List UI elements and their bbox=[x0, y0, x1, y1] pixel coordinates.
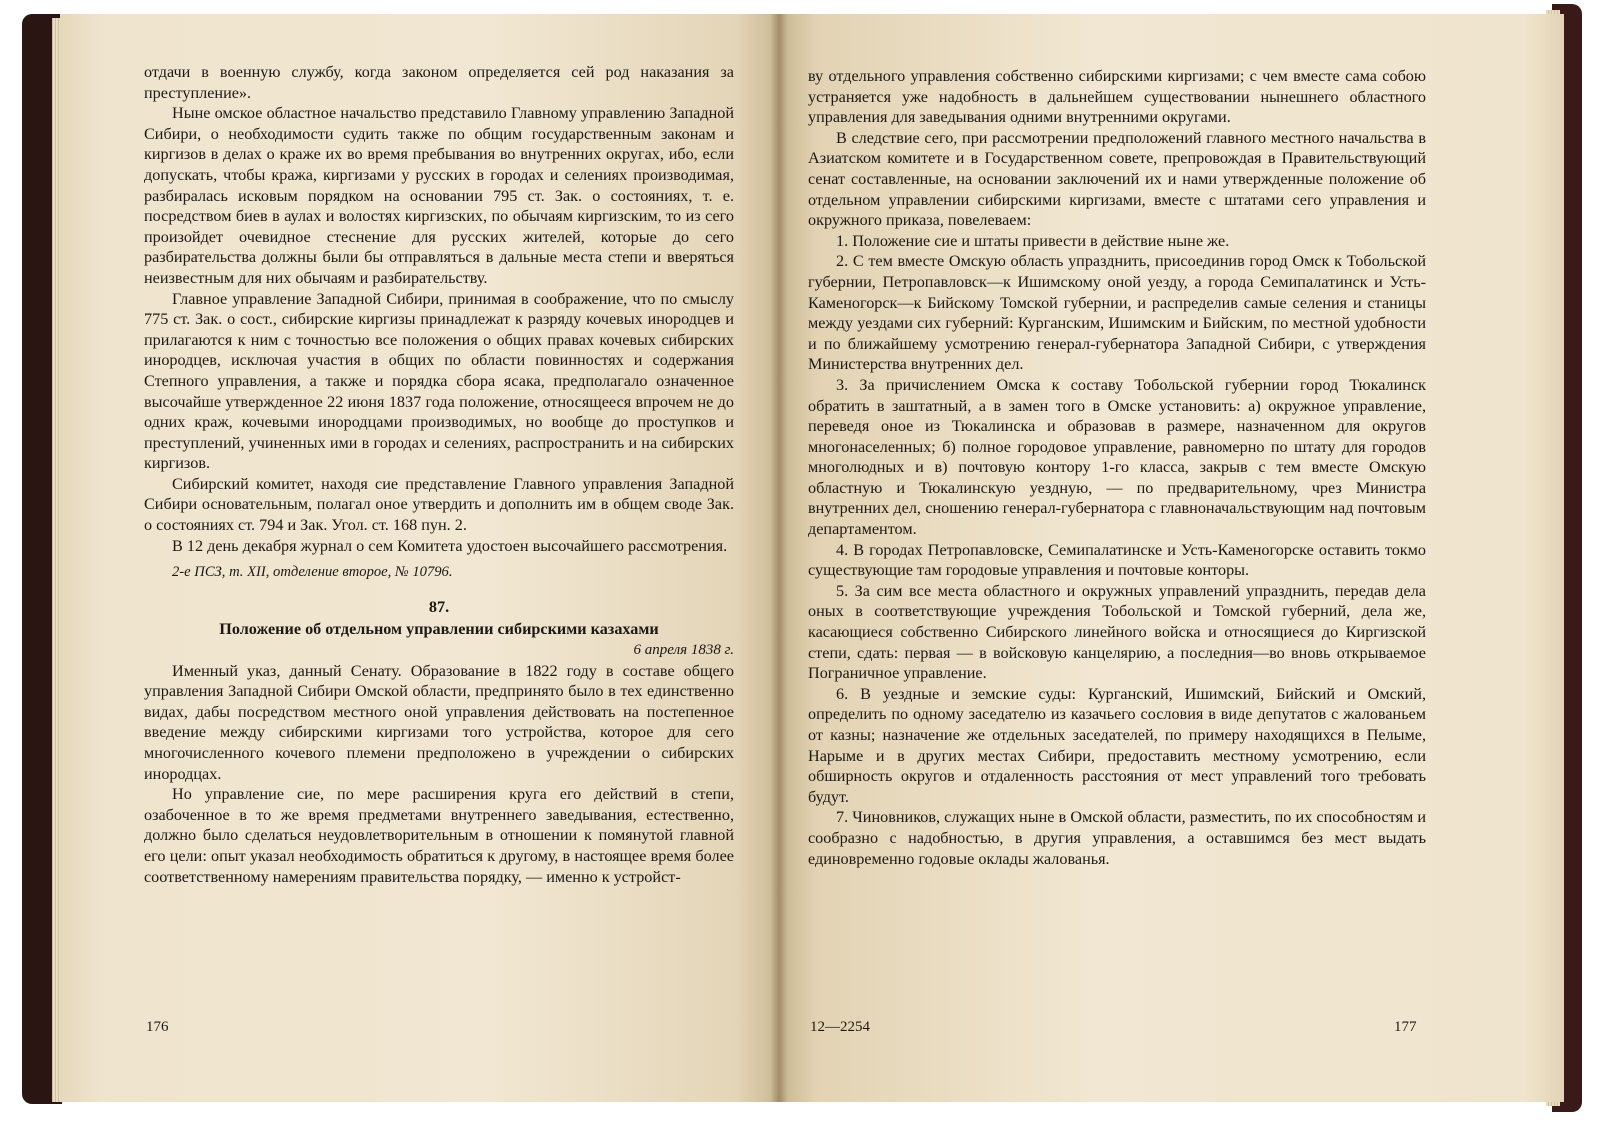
left-page bbox=[60, 14, 778, 1102]
paragraph: Сибирский комитет, находя сие представление Главного управления Западной Сибири основательным, полагал оное утвердить и дополнить им в общем своде Зак. о состояниях ст. 794 и Зак. Угол. ст. 168 пун. 2. bbox=[144, 474, 734, 535]
left-page-text bbox=[144, 62, 734, 887]
paragraph: 3. За причислением Омска к составу Тобольской губернии город Тюкалинск обратить в заштатный, а в замен того в Омске установить: а) окружное управление, переведя оное из Тюкалинска и образовав в размере, назначенном для округов многонаселенных; б) полное городовое управление, равномерно по штату для городов многолюдных и в) почтовую контору 1-го класса, закрыв с тем вместе Омскую областную и Тюкалинскую уездную, — по предварительному, чрез Министра внутренних дел, сношению генерал-губернатора с главноначальствующим над почтовым департаментом. bbox=[808, 375, 1426, 539]
paragraph: 5. За сим все места областного и окружных управлений упразднить, передав дела оных в соответствующие учреждения Тобольской и Томской губерний, дела же, касающиеся собственно Сибирского линейного войска и относящиеся до Киргизской степи, сдать: первая — в войсковую канцелярию, а последния—во вновь открываемое Пограничное управление. bbox=[808, 581, 1426, 683]
book-gutter bbox=[770, 14, 788, 1102]
paragraph: 2. С тем вместе Омскую область упразднить, присоединив город Омск к Тобольской губернии, Петропавловск—к Ишимскому оной уезду, а города Семипалатинск и Усть-Каменогорск—к Бийскому Томской губернии, и распределив самые селения и станицы между уездами сих губерний: Курганским, Ишимским и Бийским, по местной удобности и по ближайшему усмотрению генерал-губернатора Западной Сибири, с утверждения Министерства внутренних дел. bbox=[808, 252, 1426, 374]
paragraph: В следствие сего, при рассмотрении предположений главного местного начальства в Азиатском комитете и в Государственном совете, препровождая в Правительствующий сенат составленные, на основании заключений их и нами утвержденные положение об отдельном управлении сибирскими киргизами, вместе с штатами сего управления и окружного приказа, повелеваем: bbox=[808, 128, 1426, 230]
document-number: 87. bbox=[428, 597, 450, 616]
paragraph: 7. Чиновников, служащих ныне в Омской области, разместить, по их способностям и сообразно с надобностью, в другия управления, а оставшимся без мест выдать единовременно годовые оклады жалованья. bbox=[808, 808, 1426, 868]
paragraph: 4. В городах Петропавловске, Семипалатинске и Усть-Каменогорске оставить токмо существующие там городовые управления и почтовые конторы. bbox=[808, 540, 1426, 580]
paragraph: Но управление сие, по мере расширения круга его действий в степи, озабоченное в то же время предметами внутреннего заведывания, естественно, должно было сделаться неудовлетворительным в отношении к помянутой главной его цели: опыт указал необходимость обратиться к другому, в настоящее время более соответственному намерениям правительства порядку, — именно к устройст- bbox=[144, 785, 734, 886]
right-page-text bbox=[808, 66, 1426, 869]
document-date: 6 апреля 1838 г. bbox=[633, 642, 734, 659]
paragraph: Именный указ, данный Сенату. Образование в 1822 году в составе общего управления Западной Сибири Омской области, предпринято было в тех единственно видах, дабы посредством местного оной управления действовать на постепенное введение между сибирскими киргизами того устройства, которое для сего многочисленного кочевого племени предположено в учреждении о сибирских инородцах. bbox=[144, 661, 734, 783]
source-reference: 2-е ПСЗ, т. XII, отделение второе, № 10796. bbox=[172, 564, 453, 581]
printer-signature: 12—2254 bbox=[810, 1019, 870, 1035]
paragraph: 6. В уездные и земские суды: Курганский, Ишимский, Бийский и Омский, определить по одному заседателю из казачьего сословия в виде депутатов с жалованьем от казны; назначение же отдельных заседателей, по примеру находящихся в Пелыме, Нарыме и в других местах Сибири, предоставить местному усмотрению, если обширность округов и отдаленность расстояния от мест управлений того требовать будут. bbox=[808, 684, 1426, 806]
document-title: Положение об отдельном управлении сибирскими казахами bbox=[219, 620, 659, 639]
paragraph: 1. Положение сие и штаты привести в действие ныне же. bbox=[836, 231, 1230, 250]
paragraph: Ныне омское областное начальство представило Главному управлению Западной Сибири, о необходимости судить также по общим государственным законам и киргизов в делах о краже их во время пребывания во внутренних округах, ибо, если допускать, чтобы кража, киргизами у русских в городах и селениях производимая, разбиралась исковым порядком на основании 795 ст. Зак. о состояниях, т. е. посредством биев в аулах и волостях киргизских, по обычаям киргизским, то из сего произойдет очевидное стеснение для русских жителей, которые до сего разбирательства должны были бы отправляться в дальные места степи и вверяться неизвестным для них обычаям и разбирательству. bbox=[144, 104, 734, 287]
page-number-right: 177 bbox=[1394, 1019, 1417, 1035]
paragraph: Главное управление Западной Сибири, принимая в соображение, что по смыслу 775 ст. Зак. о сост., сибирские киргизы принадлежат к разряду кочевых инородцев и прилагаются к ним с точностью все положения о общих правах кочевых сибирских инородцев, исключая участия в общих по области повинностях и содержания Степного управления, а также и порядка сбора ясака, предполагало означенное высочайше утвержденное 22 июня 1837 года положение, относящееся впрочем не до одних краж, кочевыми инородцами производимых, но вообще до проступков и преступлений, учиненных ими в городах и селениях, распространить и на сибирских киргизов. bbox=[144, 289, 734, 473]
open-book bbox=[22, 4, 1582, 1112]
paragraph: В 12 день декабря журнал о сем Комитета удостоен высочайшего рассмотрения. bbox=[172, 536, 728, 555]
paragraph: отдачи в военную службу, когда законом определяется сей род наказания за преступление». bbox=[144, 63, 734, 102]
page-number-left: 176 bbox=[146, 1019, 169, 1035]
paragraph: ву отдельного управления собственно сибирскими киргизами; с чем вместе сама собою устраняется уже надобность в дальнейшем существовании нынешнего областного управления для заведывания одними внутренними округами. bbox=[808, 67, 1426, 127]
right-page bbox=[778, 14, 1564, 1102]
